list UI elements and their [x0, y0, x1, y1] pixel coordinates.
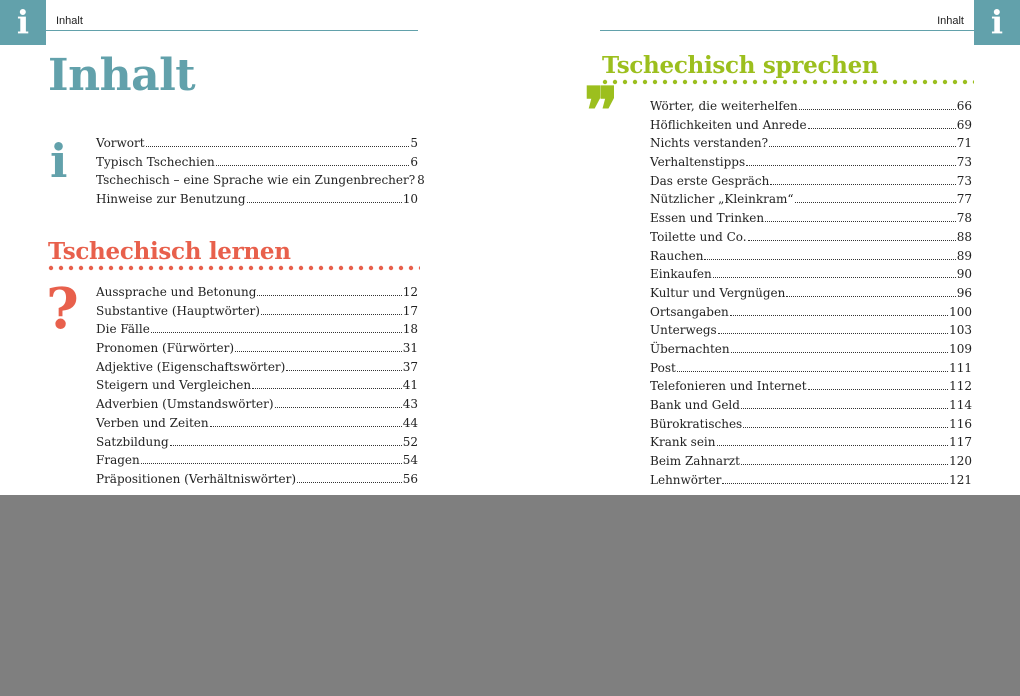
- toc-entry-page: 100: [949, 304, 972, 319]
- toc-entry[interactable]: [650, 342, 972, 361]
- toc-dot-leader: [261, 314, 402, 315]
- toc-entry[interactable]: [96, 341, 418, 360]
- toc-entry-page: 117: [949, 435, 972, 450]
- toc-dot-leader: [769, 146, 956, 147]
- toc-entry-page: 77: [956, 192, 972, 207]
- toc-entry-page: 52: [402, 434, 418, 449]
- toc-entry-page: 31: [402, 341, 418, 356]
- toc-entry-label: Unterwegs: [650, 323, 717, 338]
- toc-entry-label: Bürokratisches: [650, 416, 743, 431]
- toc-dot-leader: [741, 464, 948, 465]
- toc-dot-leader: [731, 352, 948, 353]
- toc-dot-leader: [748, 240, 956, 241]
- toc-dot-leader: [718, 333, 948, 334]
- question-mark-icon: ?: [46, 276, 79, 342]
- toc-entry-page: 44: [402, 415, 418, 430]
- toc-entry[interactable]: [650, 99, 972, 118]
- toc-entry-label: Substantive (Hauptwörter): [96, 303, 260, 318]
- toc-dot-leader: [286, 370, 401, 371]
- toc-entry[interactable]: [96, 416, 418, 435]
- toc-dot-leader: [808, 389, 949, 390]
- page-title: Inhalt: [48, 50, 196, 101]
- toc-entry[interactable]: [650, 323, 972, 342]
- toc-entry-page: 71: [956, 136, 972, 151]
- toc-entry-page: 73: [956, 155, 972, 170]
- toc-dot-leader: [704, 259, 955, 260]
- gray-overlay: [0, 495, 1020, 696]
- toc-entry-label: Tschechisch – eine Sprache wie ein Zungenbrecher?: [96, 173, 416, 188]
- toc-dot-leader: [808, 128, 956, 129]
- toc-entry[interactable]: [96, 472, 418, 491]
- toc-entry-page: 54: [402, 453, 418, 468]
- toc-entry-page: 114: [949, 398, 972, 412]
- toc-entry[interactable]: [96, 378, 418, 397]
- section-title-lernen: Tschechisch lernen: [48, 238, 291, 265]
- toc-entry-label: Telefonieren und Internet: [650, 379, 807, 394]
- toc-dot-leader: [765, 221, 956, 222]
- toc-entry[interactable]: [650, 192, 972, 211]
- toc-entry[interactable]: [96, 136, 418, 155]
- right-page: [510, 0, 1020, 495]
- header-rule: [46, 30, 418, 31]
- toc-entry-page: 43: [402, 397, 418, 412]
- toc-entry-page: 5: [410, 136, 418, 150]
- toc-entry[interactable]: [96, 453, 418, 472]
- toc-entry-page: 116: [949, 416, 972, 431]
- toc-dot-leader: [746, 165, 956, 166]
- toc-entry-label: Steigern und Vergleichen: [96, 378, 252, 393]
- toc-entry[interactable]: [650, 286, 972, 305]
- toc-dot-leader: [297, 482, 402, 483]
- toc-entry[interactable]: [650, 267, 972, 286]
- toc-entry-page: 121: [949, 472, 972, 487]
- toc-entry-label: Vorwort: [96, 136, 145, 150]
- toc-entry-page: 56: [402, 471, 418, 486]
- section-dotted-rule: [48, 265, 420, 271]
- toc-entry-label: Beim Zahnarzt: [650, 454, 740, 469]
- toc-dot-leader: [235, 351, 402, 352]
- toc-entry-page: 90: [956, 267, 972, 282]
- toc-entry-page: 103: [949, 323, 972, 338]
- toc-entry-label: Fragen: [96, 453, 140, 468]
- running-header: Inhalt: [56, 15, 83, 27]
- toc-entry-label: Lehnwörter: [650, 472, 722, 487]
- lernen-toc: [96, 285, 418, 491]
- info-badge-icon: i: [974, 0, 1020, 45]
- toc-entry[interactable]: [96, 435, 418, 454]
- toc-dot-leader: [770, 184, 955, 185]
- toc-entry[interactable]: [96, 285, 418, 304]
- toc-dot-leader: [141, 463, 402, 464]
- toc-dot-leader: [713, 277, 956, 278]
- toc-entry[interactable]: [650, 361, 972, 380]
- toc-entry-label: Verhaltenstipps: [650, 155, 746, 170]
- toc-entry[interactable]: [650, 417, 972, 436]
- toc-entry-label: Krank sein: [650, 435, 716, 450]
- toc-entry-label: Essen und Trinken: [650, 211, 765, 226]
- info-badge-icon: i: [0, 0, 46, 45]
- toc-entry-page: 66: [956, 99, 972, 113]
- toc-entry[interactable]: [650, 249, 972, 268]
- toc-entry[interactable]: [96, 322, 418, 341]
- toc-dot-leader: [677, 371, 948, 372]
- toc-entry-label: Aussprache und Betonung: [96, 285, 257, 299]
- toc-entry[interactable]: [650, 454, 972, 473]
- toc-entry-page: 89: [956, 248, 972, 263]
- toc-entry-label: Rauchen: [650, 248, 704, 263]
- header-rule: [600, 30, 974, 31]
- toc-entry[interactable]: [96, 173, 425, 192]
- toc-entry[interactable]: [650, 118, 972, 137]
- toc-entry-page: 41: [402, 378, 418, 393]
- toc-entry[interactable]: [650, 379, 972, 398]
- toc-dot-leader: [730, 315, 948, 316]
- toc-entry-label: Nützlicher „Kleinkram“: [650, 192, 794, 207]
- toc-dot-leader: [146, 146, 410, 147]
- toc-dot-leader: [247, 202, 402, 203]
- toc-entry-label: Satzbildung: [96, 434, 169, 449]
- toc-dot-leader: [743, 427, 948, 428]
- toc-entry-page: 109: [949, 341, 972, 356]
- toc-entry-page: 8: [417, 173, 425, 188]
- toc-entry-page: 73: [956, 173, 972, 188]
- toc-entry-page: 78: [956, 211, 972, 226]
- toc-entry-label: Toilette und Co.: [650, 229, 747, 244]
- toc-entry[interactable]: [650, 398, 972, 417]
- toc-entry[interactable]: [96, 360, 418, 379]
- toc-entry-label: Höflichkeiten und Anrede: [650, 117, 807, 132]
- toc-entry-page: 6: [410, 154, 418, 169]
- toc-entry-label: Übernachten: [650, 341, 730, 356]
- toc-entry-label: Post: [650, 360, 676, 375]
- toc-entry-label: Nichts verstanden?: [650, 136, 769, 151]
- toc-dot-leader: [799, 109, 956, 110]
- toc-entry-label: Adjektive (Eigenschaftswörter): [96, 359, 286, 374]
- toc-entry-label: Wörter, die weiterhelfen: [650, 99, 798, 113]
- section-title-sprechen: Tschechisch sprechen: [602, 52, 879, 79]
- toc-dot-leader: [275, 407, 402, 408]
- toc-entry-page: 10: [402, 192, 418, 207]
- toc-entry-label: Ortsangaben: [650, 304, 729, 319]
- toc-entry-page: 96: [956, 285, 972, 300]
- toc-entry-label: Kultur und Vergnügen: [650, 285, 786, 300]
- toc-dot-leader: [216, 165, 410, 166]
- toc-entry[interactable]: [650, 136, 972, 155]
- toc-dot-leader: [170, 445, 402, 446]
- toc-entry-page: 111: [949, 360, 972, 375]
- toc-entry-label: Bank und Geld: [650, 398, 740, 412]
- toc-entry[interactable]: [650, 230, 972, 249]
- toc-entry-page: 12: [402, 285, 418, 299]
- toc-entry[interactable]: [96, 304, 418, 323]
- toc-entry[interactable]: [96, 155, 418, 174]
- toc-entry-page: 18: [402, 322, 418, 337]
- info-glyph-icon: i: [50, 134, 68, 188]
- toc-entry[interactable]: [650, 305, 972, 324]
- toc-entry-label: Hinweise zur Benutzung: [96, 192, 246, 207]
- toc-entry-label: Das erste Gespräch: [650, 173, 770, 188]
- toc-dot-leader: [795, 202, 956, 203]
- toc-entry-page: 120: [949, 454, 972, 469]
- toc-dot-leader: [151, 332, 402, 333]
- toc-entry-label: Typisch Tschechien: [96, 154, 215, 169]
- quote-marks-icon: ❞: [584, 74, 619, 149]
- left-page: [0, 0, 510, 495]
- toc-entry[interactable]: [650, 435, 972, 454]
- toc-dot-leader: [717, 445, 949, 446]
- toc-entry[interactable]: [650, 174, 972, 193]
- toc-entry-label: Adverbien (Umstandswörter): [96, 397, 274, 412]
- intro-toc: [96, 136, 425, 211]
- toc-entry[interactable]: [96, 397, 418, 416]
- toc-entry-label: Pronomen (Fürwörter): [96, 341, 235, 356]
- sprechen-toc: [650, 99, 972, 491]
- section-dotted-rule: [602, 79, 974, 85]
- toc-entry[interactable]: [650, 155, 972, 174]
- toc-entry-label: Einkaufen: [650, 267, 712, 282]
- toc-entry-label: Präpositionen (Verhältniswörter): [96, 471, 297, 486]
- toc-entry-page: 17: [402, 303, 418, 318]
- toc-dot-leader: [210, 426, 402, 427]
- toc-entry-label: Verben und Zeiten: [96, 415, 209, 430]
- toc-dot-leader: [257, 295, 401, 296]
- toc-dot-leader: [252, 388, 402, 389]
- toc-dot-leader: [722, 483, 948, 484]
- toc-dot-leader: [741, 408, 948, 409]
- toc-entry-label: Die Fälle: [96, 322, 150, 337]
- running-header: Inhalt: [937, 15, 964, 27]
- toc-entry[interactable]: [650, 473, 972, 492]
- toc-entry[interactable]: [650, 211, 972, 230]
- toc-entry-page: 37: [402, 359, 418, 374]
- toc-entry-page: 112: [949, 379, 972, 394]
- toc-entry-page: 88: [956, 229, 972, 244]
- toc-entry[interactable]: [96, 192, 418, 211]
- toc-dot-leader: [786, 296, 955, 297]
- toc-entry-page: 69: [956, 117, 972, 132]
